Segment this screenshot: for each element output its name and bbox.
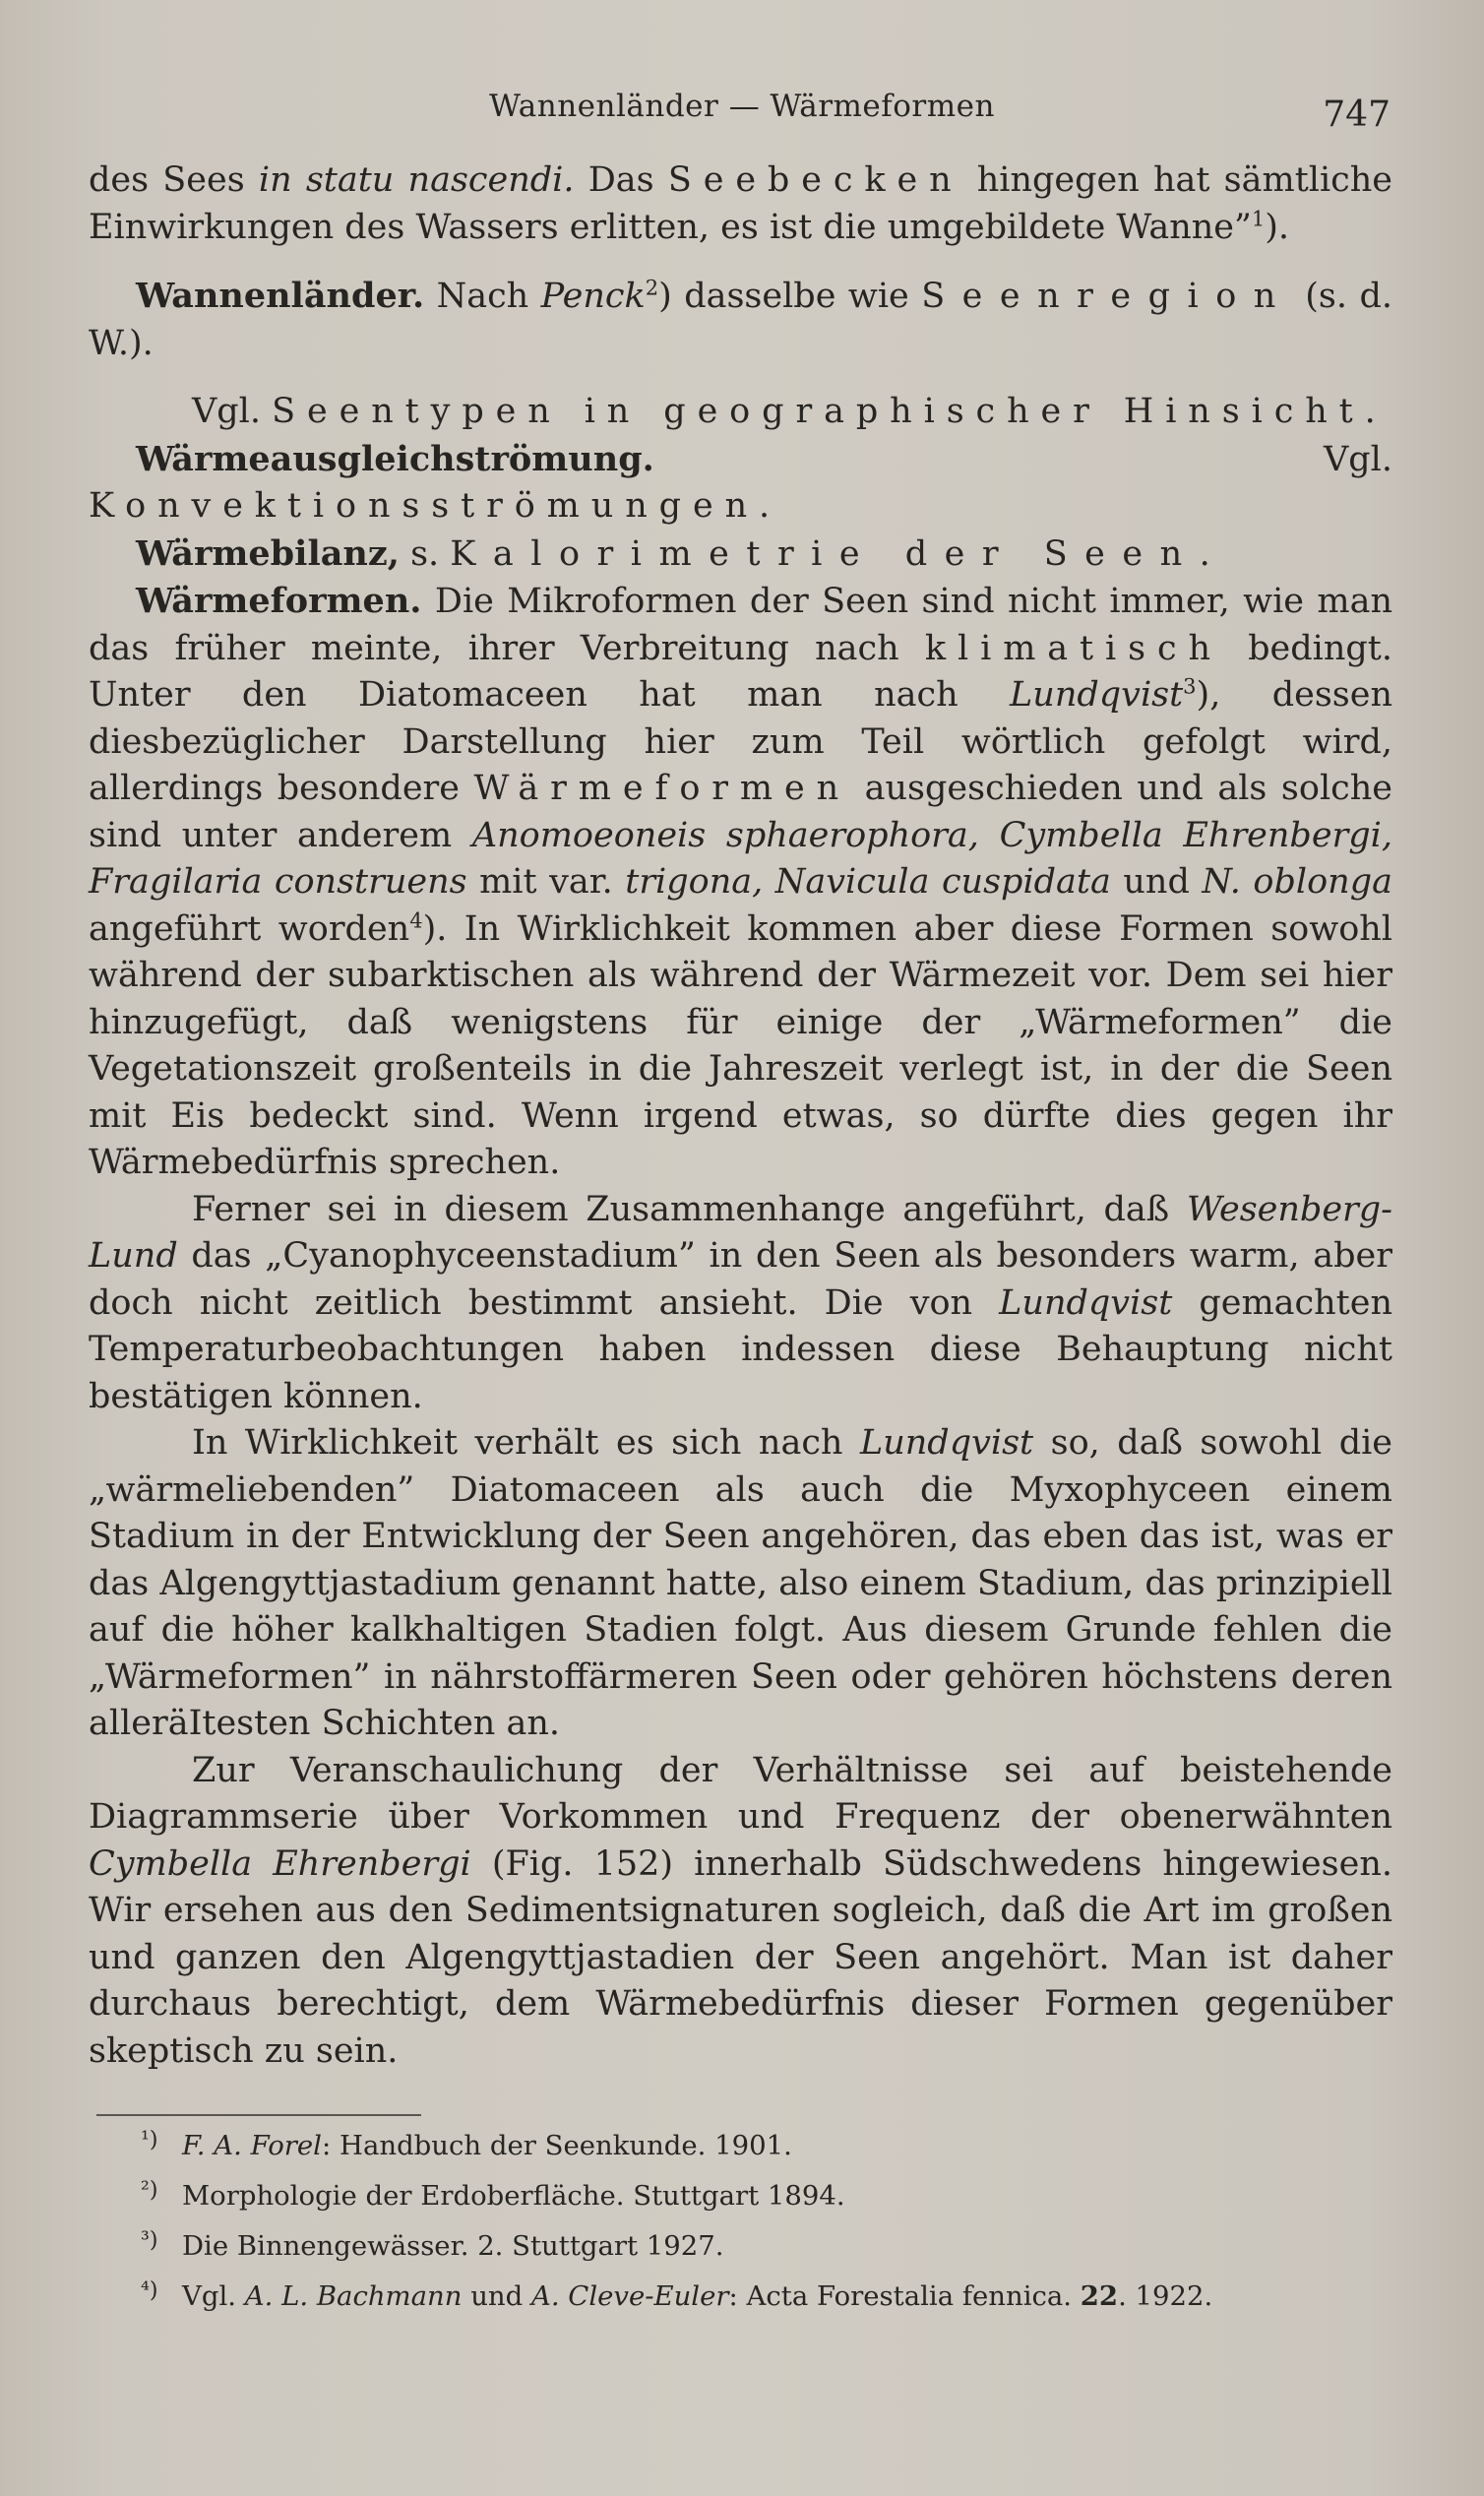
species-name: N. oblonga (1202, 862, 1392, 902)
text-run: des Sees (89, 160, 259, 200)
text-run: Ferner sei in diesem Zusammenhange angeführt, daß (192, 1189, 1187, 1229)
text-run: ). In Wirklichkeit kommen aber diese Formen sowohl während der subarktischen als während der Wärmezeit vor. Dem sei hier hinzugefügt, daß wenigstens für einige der „Wärmeformen” die Vegetationszeit großenteils in die Jahreszeit verlegt ist, in der die Seen mit Eis bedeckt sind. Wenn irgend etwas, so dürfte dies gegen ihr Wärmebedürfnis sprechen. (89, 908, 1392, 1182)
entry-heading: Wannenländer. (136, 276, 425, 316)
entry-waermeausgleichstroemung (89, 436, 1392, 530)
text-run: . 1922. (1118, 2280, 1213, 2312)
cross-reference: Kalorimetrie der Seen. (450, 533, 1228, 574)
author-name: Lundqvist (999, 1282, 1173, 1323)
text-run: gemachten Temperaturbeobachtungen haben indessen diese Behauptung nicht bestätigen können. (89, 1282, 1393, 1416)
text-run: und (1110, 862, 1203, 902)
cross-reference: Seentypen in geographischer Hinsicht. (272, 392, 1388, 431)
paragraph-veranschaulichung (89, 1748, 1392, 2076)
text-run: mit var. (466, 862, 626, 902)
entry-waermebilanz (89, 530, 1392, 579)
running-header (0, 89, 1484, 148)
text-run: so, daß sowohl die „wärmeliebenden” Diatomaceen als auch die Myxophyceen einem Stadium in der Entwicklung der Seen angehören, das eben das ist, was er das Algengyttjastadium genannt hatte, also einem Stadium, das prinzipiell auf die höher kalkhaltigen Stadien folgt. Aus diesem Grunde fehlen die „Wärmeformen” in nährstoffärmeren Seen oder gehören höchstens deren alleräItesten Schichten an. (89, 1423, 1393, 1743)
text-run: hingegen hat sämtliche Einwirkungen des Wassers erlitten, es ist die umgebildete Wanne” (89, 160, 1393, 247)
author-name: Lundqvist (1010, 675, 1184, 715)
text-run: Morphologie der Erdoberfläche. Stuttgart 1894. (182, 2180, 845, 2212)
text-run: Die Mikroformen der Seen sind nicht immer, wie man das früher meinte, ihrer Verbreitung nach (89, 582, 1392, 668)
footnote-ref: 2 (645, 276, 659, 300)
author-name: Lundqvist (859, 1423, 1034, 1463)
cross-reference: Seenregion (921, 277, 1293, 316)
text-run: Vgl. (182, 2280, 245, 2312)
spaced-term: Seebecken (667, 160, 963, 200)
entry-wannenlaender (89, 273, 1392, 367)
footnote-4 (141, 2269, 1422, 2319)
footnote-divider (96, 2114, 421, 2116)
footnotes (141, 2118, 1422, 2319)
main-text (89, 157, 1392, 2075)
author-name: A. Cleve-Euler (530, 2280, 729, 2312)
volume-number: 22 (1080, 2280, 1119, 2312)
text-run: ). (1265, 207, 1290, 247)
footnote-mark: ¹) (141, 2128, 158, 2153)
text-run: s. (399, 533, 451, 574)
entry-seentypen-ref (89, 389, 1392, 436)
entry-heading: Wärmebilanz, (136, 532, 400, 574)
entry-waermeformen (89, 578, 1392, 1187)
species-name: Cymbella Ehrenbergi (89, 1843, 471, 1884)
text-run: : Handbuch der Seenkunde. 1901. (321, 2130, 792, 2161)
footnote-ref: 3 (1183, 674, 1197, 699)
text-run: und (462, 2280, 531, 2312)
text-run: ) dasselbe wie (658, 277, 922, 316)
spaced-term: klimatisch (924, 628, 1222, 668)
text-run: (Fig. 152) innerhalb Südschwedens hingewiesen. Wir ersehen aus den Sedimentsignaturen sogleich, daß die Art im großen und ganzen den Algengyttjastadien der Seen angehört. Man ist daher durchaus berechtigt, dem Wärmebedürfnis dieser Formen gegenüber skeptisch zu sein. (89, 1843, 1392, 2071)
text-run: (s. d. W.). (89, 277, 1392, 363)
text-run: Die Binnengewässer. 2. Stuttgart 1927. (182, 2230, 724, 2262)
text-run: Vgl. (653, 439, 1392, 479)
paragraph-seebecken (89, 157, 1392, 251)
footnote-mark: ⁴) (141, 2278, 158, 2303)
footnote-1 (141, 2118, 1422, 2168)
species-names: Anomoeoneis sphaerophora, Cymbella Ehrenbergi, Fragilaria construens (89, 815, 1392, 902)
paragraph-cyanophyceen (89, 1187, 1392, 1421)
running-title: Wannenländer — Wärmeformen (489, 89, 995, 124)
footnote-ref: 1 (1251, 206, 1266, 230)
text-run: Vgl. (192, 392, 273, 431)
cross-reference: Konvektionsströmungen. (89, 486, 782, 526)
footnote-mark: ²) (141, 2178, 158, 2203)
author-name: F. A. Forel (182, 2130, 322, 2161)
text-run: ausgeschieden und als solche sind unter anderem (89, 769, 1392, 855)
author-name: Penck (540, 277, 646, 316)
author-name: A. L. Bachmann (244, 2280, 463, 2312)
text-run: Nach (424, 277, 541, 316)
page-number: 747 (1323, 94, 1391, 135)
paragraph-algengyttja (89, 1420, 1392, 1748)
text-run: ), dessen diesbezüglicher Darstellung hier zum Teil wörtlich gefolgt wird, allerdings besondere (89, 675, 1393, 808)
entry-heading: Wärmeformen. (136, 581, 422, 621)
footnote-3 (141, 2218, 1422, 2269)
text-run: Das (574, 160, 668, 200)
species-names: trigona, Navicula cuspidata (625, 862, 1111, 902)
entry-heading: Wärmeausgleichströmung. (136, 438, 654, 479)
footnote-2 (141, 2168, 1422, 2218)
footnote-ref: 4 (409, 907, 423, 932)
text-run: : Acta Forestalia fennica. (728, 2280, 1081, 2312)
text-run: Zur Veranschaulichung der Verhältnisse sei auf beistehende Diagrammserie über Vorkommen und Frequenz der obenerwähnten (89, 1750, 1392, 1837)
text-run: In Wirklichkeit verhält es sich nach (192, 1423, 860, 1463)
text-run: das „Cyanophyceenstadium” in den Seen als besonders warm, aber doch nicht zeitlich bestimmt ansieht. Die von (89, 1236, 1392, 1323)
footnote-mark: ³) (141, 2228, 158, 2253)
text-run: bedingt. Unter den Diatomaceen hat man nach (89, 628, 1392, 715)
text-run: angeführt worden (89, 908, 410, 949)
italic-phrase: in statu nascendi. (258, 160, 575, 200)
author-name: Wesenberg-Lund (89, 1189, 1392, 1276)
spaced-term: Wärmeformen (473, 769, 851, 808)
